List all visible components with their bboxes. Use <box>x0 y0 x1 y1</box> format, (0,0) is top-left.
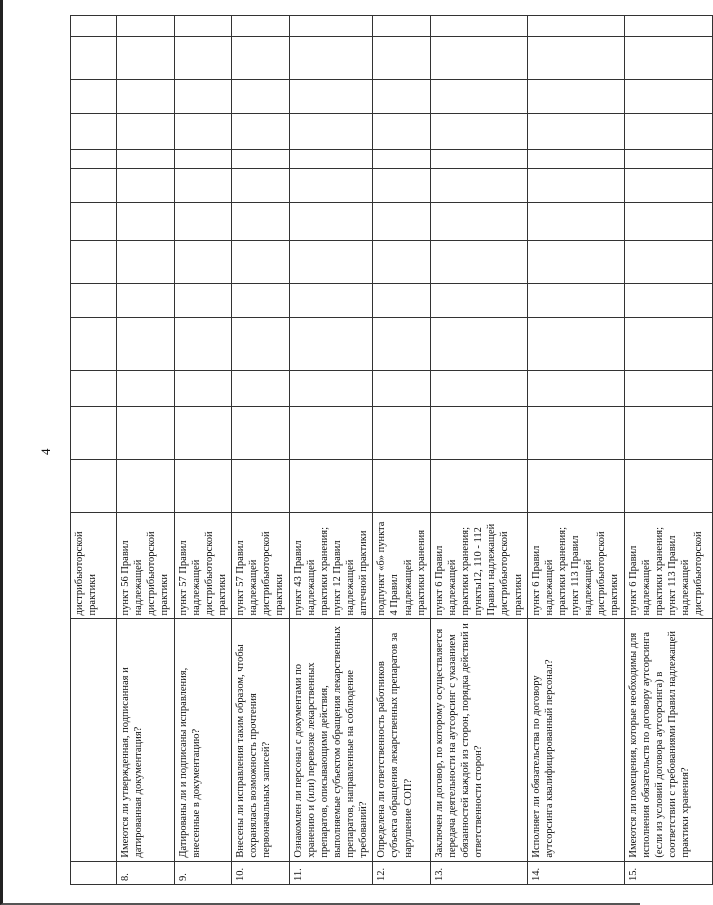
empty-cell <box>71 241 117 283</box>
empty-cell <box>430 283 527 317</box>
empty-cell <box>624 16 712 37</box>
empty-cell <box>117 169 175 203</box>
empty-cell <box>527 203 624 241</box>
empty-cell <box>117 241 175 283</box>
empty-cell <box>430 149 527 168</box>
empty-cell <box>624 37 712 79</box>
empty-cell <box>527 149 624 168</box>
empty-cell <box>117 113 175 149</box>
empty-cell <box>527 16 624 37</box>
row-question: Внесены ли исправления таким образом, чтобы сохранялась возможность прочтения первоначальных записей? <box>232 619 290 861</box>
empty-cell <box>624 317 712 370</box>
empty-cell <box>232 460 290 513</box>
empty-cell <box>527 460 624 513</box>
row-legal-basis: пункт 6 Правил надлежащей практики хранения; пункт 113 Правил надлежащей дистрибьюторской <box>624 513 712 619</box>
empty-cell <box>289 79 373 113</box>
empty-cell <box>430 37 527 79</box>
empty-cell <box>624 460 712 513</box>
empty-cell <box>289 203 373 241</box>
empty-cell <box>624 149 712 168</box>
empty-cell <box>527 79 624 113</box>
empty-cell <box>289 169 373 203</box>
empty-cell <box>71 317 117 370</box>
page-number: 4 <box>38 448 53 455</box>
empty-cell <box>232 79 290 113</box>
empty-cell <box>174 149 232 168</box>
empty-cell <box>71 460 117 513</box>
table-row <box>430 16 527 885</box>
empty-cell <box>174 317 232 370</box>
empty-cell <box>289 283 373 317</box>
empty-cell <box>232 317 290 370</box>
row-question: Определена ли ответственность работников субъекта обращения лекарственных препаратов за нарушение СОП? <box>373 619 431 861</box>
row-question: Исполняет ли обязательства по договору аутсорсинга квалифицированный персонал? <box>527 619 624 861</box>
empty-cell <box>624 79 712 113</box>
empty-cell <box>117 283 175 317</box>
empty-cell <box>71 406 117 459</box>
empty-cell <box>527 37 624 79</box>
checklist-table-rotated <box>70 15 705 885</box>
empty-cell <box>430 370 527 406</box>
row-number: 9. <box>174 861 232 884</box>
empty-cell <box>117 16 175 37</box>
empty-cell <box>430 203 527 241</box>
row-number: 13. <box>430 861 527 884</box>
empty-cell <box>174 113 232 149</box>
row-question: Имеются ли утвержденная, подписанная и датированная документация? <box>117 619 175 861</box>
empty-cell <box>624 241 712 283</box>
empty-cell <box>373 79 431 113</box>
empty-cell <box>232 37 290 79</box>
empty-cell <box>232 149 290 168</box>
empty-cell <box>373 37 431 79</box>
empty-cell <box>289 241 373 283</box>
row-number: 10. <box>232 861 290 884</box>
row-question: Датированы ли и подписаны исправления, внесенные в документацию? <box>174 619 232 861</box>
empty-cell <box>624 203 712 241</box>
empty-cell <box>232 370 290 406</box>
empty-cell <box>117 37 175 79</box>
empty-cell <box>373 169 431 203</box>
empty-cell <box>232 169 290 203</box>
empty-cell <box>430 460 527 513</box>
empty-cell <box>527 283 624 317</box>
empty-cell <box>71 16 117 37</box>
row-number: 8. <box>117 861 175 884</box>
empty-cell <box>289 317 373 370</box>
row-question: Ознакомлен ли персонал с документами по хранению и (или) перевозке лекарственных препаратов, описывающими действия, выполняемые субъектом обращения лекарственных препаратов, направленные на соблюдение требований? <box>289 619 373 861</box>
empty-cell <box>373 149 431 168</box>
row-question <box>71 619 117 861</box>
empty-cell <box>430 317 527 370</box>
empty-cell <box>71 283 117 317</box>
empty-cell <box>117 149 175 168</box>
row-legal-basis: пункт 43 Правил надлежащей практики хранения; пункт 12 Правил надлежащей аптечной практики <box>289 513 373 619</box>
empty-cell <box>232 406 290 459</box>
empty-cell <box>174 203 232 241</box>
empty-cell <box>232 283 290 317</box>
empty-cell <box>174 241 232 283</box>
row-number <box>71 861 117 884</box>
row-legal-basis: подпункт «б» пункта 4 Правил надлежащей практики хранения <box>373 513 431 619</box>
empty-cell <box>289 460 373 513</box>
empty-cell <box>624 113 712 149</box>
empty-cell <box>527 241 624 283</box>
empty-cell <box>174 169 232 203</box>
empty-cell <box>373 370 431 406</box>
empty-cell <box>117 406 175 459</box>
empty-cell <box>71 203 117 241</box>
empty-cell <box>174 406 232 459</box>
checklist-table <box>70 15 713 885</box>
empty-cell <box>373 317 431 370</box>
empty-cell <box>430 406 527 459</box>
empty-cell <box>174 460 232 513</box>
row-question: Заключен ли договор, по которому осуществляется передача деятельности на аутсорсинг с указанием обязанностей каждой из сторон, порядка действий и ответственности сторон? <box>430 619 527 861</box>
empty-cell <box>430 113 527 149</box>
empty-cell <box>527 113 624 149</box>
empty-cell <box>174 283 232 317</box>
row-legal-basis: дистрибьюторской практики <box>71 513 117 619</box>
row-legal-basis: пункт 56 Правил надлежащей дистрибьюторской практики <box>117 513 175 619</box>
empty-cell <box>289 37 373 79</box>
empty-cell <box>117 79 175 113</box>
row-legal-basis: пункт 6 Правил надлежащей практики хранения; пункт 113 Правил надлежащей дистрибьюторской практики <box>527 513 624 619</box>
empty-cell <box>232 203 290 241</box>
table-row <box>373 16 431 885</box>
empty-cell <box>373 460 431 513</box>
row-number: 15. <box>624 861 712 884</box>
empty-cell <box>71 149 117 168</box>
empty-cell <box>527 406 624 459</box>
empty-cell <box>174 16 232 37</box>
empty-cell <box>117 317 175 370</box>
table-row <box>232 16 290 885</box>
empty-cell <box>71 79 117 113</box>
empty-cell <box>71 113 117 149</box>
empty-cell <box>289 113 373 149</box>
empty-cell <box>289 149 373 168</box>
empty-cell <box>430 241 527 283</box>
empty-cell <box>232 16 290 37</box>
empty-cell <box>430 16 527 37</box>
row-number: 14. <box>527 861 624 884</box>
empty-cell <box>430 169 527 203</box>
empty-cell <box>174 79 232 113</box>
row-question: Имеются ли помещения, которые необходимы для исполнения обязательств по договору аутсорсинга (если из условий договора аутсорсинга) в соответствии с требованиями Правил надлежащей практики хранения? <box>624 619 712 861</box>
empty-cell <box>527 370 624 406</box>
row-number: 12. <box>373 861 431 884</box>
empty-cell <box>117 460 175 513</box>
empty-cell <box>289 406 373 459</box>
empty-cell <box>624 406 712 459</box>
row-number: 11. <box>289 861 373 884</box>
empty-cell <box>624 169 712 203</box>
row-legal-basis: пункт 57 Правил надлежащей дистрибьюторской практики <box>232 513 290 619</box>
empty-cell <box>71 169 117 203</box>
empty-cell <box>527 169 624 203</box>
row-legal-basis: пункт 57 Правил надлежащей дистрибьюторской практики <box>174 513 232 619</box>
empty-cell <box>232 113 290 149</box>
row-legal-basis: пункт 6 Правил надлежащей практики хранения; пункты12, 110 - 112 Правил надлежащей дистрибьюторской практики <box>430 513 527 619</box>
empty-cell <box>373 406 431 459</box>
empty-cell <box>289 16 373 37</box>
empty-cell <box>373 16 431 37</box>
empty-cell <box>289 370 373 406</box>
empty-cell <box>174 37 232 79</box>
empty-cell <box>117 370 175 406</box>
table-row <box>117 16 175 885</box>
table-row <box>289 16 373 885</box>
empty-cell <box>373 113 431 149</box>
empty-cell <box>117 203 175 241</box>
empty-cell <box>373 283 431 317</box>
empty-cell <box>71 37 117 79</box>
empty-cell <box>373 203 431 241</box>
empty-cell <box>430 79 527 113</box>
empty-cell <box>174 370 232 406</box>
table-row <box>527 16 624 885</box>
empty-cell <box>373 241 431 283</box>
table-row <box>624 16 712 885</box>
empty-cell <box>624 283 712 317</box>
empty-cell <box>624 370 712 406</box>
empty-cell <box>527 317 624 370</box>
empty-cell <box>232 241 290 283</box>
table-row <box>71 16 117 885</box>
table-row <box>174 16 232 885</box>
empty-cell <box>71 370 117 406</box>
